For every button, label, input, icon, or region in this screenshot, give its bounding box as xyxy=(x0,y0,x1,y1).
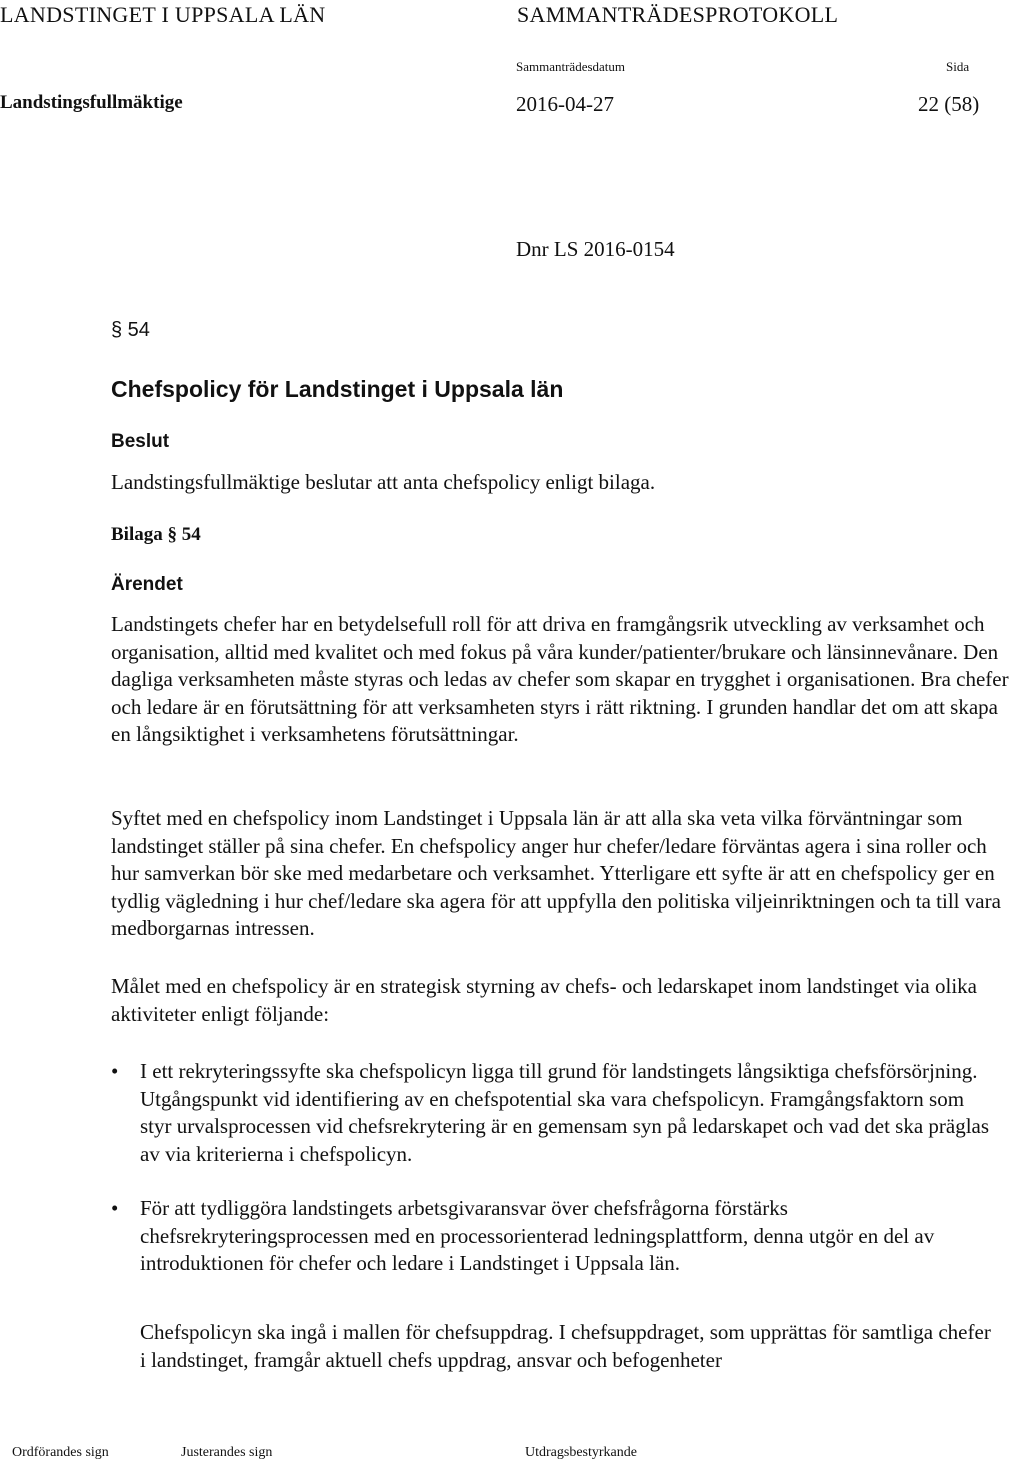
bullet-icon: • xyxy=(111,1196,119,1220)
list-item-text: För att tydliggöra landstingets arbetsgivaransvar över chefsfrågorna förstärks chefsrekryteringsprocessen med en processorienterad ledningsplattform, denna utgör en del av introduktionen för chefer och ledare i Landstinget i Uppsala län. xyxy=(140,1196,935,1275)
paragraph-goal: Målet med en chefspolicy är en strategisk styrning av chefs- och ledarskapet inom landstinget via olika aktiviteter enligt följande: xyxy=(111,974,977,1026)
list-item xyxy=(111,1058,991,1168)
paragraph-continuation: Chefspolicyn ska ingå i mallen för chefsuppdrag. I chefsuppdraget, som upprättas för samtliga chefer i landstinget, framgår aktuell chefs uppdrag, ansvar och befogenheter xyxy=(140,1320,991,1372)
activity-list xyxy=(111,1058,991,1278)
org-name: LANDSTINGET I UPPSALA LÄN xyxy=(0,2,326,27)
adjuster-signature-label: Justerandes sign xyxy=(181,1445,273,1460)
meeting-date: 2016-04-27 xyxy=(516,92,614,116)
arendet-heading: Ärendet xyxy=(111,574,183,595)
paragraph-background: Landstingets chefer har en betydelsefull roll för att driva en framgångsrik utveckling av verksamhet och organisation, alltid med kvalitet och med fokus på våra kunder/patienter/brukare och länsinnevånare. Den dagliga verksamheten måste styras och ledas av chefer som skapar en trygghet i organisationen. Bra chefer och ledare är en förutsättning för att verksamheten styrs i rätt riktning. I grunden handlar det om att skapa en långsiktighet i verksamhetens förutsättningar. xyxy=(111,612,1009,746)
body-name: Landstingsfullmäktige xyxy=(0,92,183,113)
beslut-heading: Beslut xyxy=(111,431,170,452)
page-label: Sida xyxy=(946,59,970,74)
chair-signature-label: Ordförandes sign xyxy=(12,1445,109,1460)
page-number: 22 (58) xyxy=(918,92,980,116)
date-label: Sammanträdesdatum xyxy=(516,59,626,74)
extract-certification-label: Utdragsbestyrkande xyxy=(525,1445,637,1460)
page-title: Chefspolicy för Landstinget i Uppsala län xyxy=(111,376,564,402)
document-type: SAMMANTRÄDESPROTOKOLL xyxy=(517,2,839,27)
section-number: § 54 xyxy=(111,319,150,341)
beslut-text: Landstingsfullmäktige beslutar att anta chefspolicy enligt bilaga. xyxy=(111,470,656,494)
case-number: Dnr LS 2016-0154 xyxy=(516,237,675,261)
bullet-icon: • xyxy=(111,1059,119,1083)
attachment-reference: Bilaga § 54 xyxy=(111,524,201,545)
list-item-text: I ett rekryteringssyfte ska chefspolicyn ligga till grund för landstingets långsiktiga chefsförsörjning. Utgångspunkt vid identifiering av en chefspotential ska vara chefspolicyn. Framgångsfaktorn som styr urvalsprocessen vid chefsrekrytering är en gemensam syn på ledarskapet och vad det ska präglas av via kriterierna i chefspolicyn. xyxy=(140,1059,990,1166)
list-item xyxy=(111,1195,991,1278)
paragraph-purpose: Syftet med en chefspolicy inom Landstinget i Uppsala län är att alla ska veta vilka förväntningar som landstinget ställer på sina chefer. En chefspolicy anger hur chefer/ledare förväntas agera i sina roller och hur samverkan bör ske med medarbetare och verksamhet. Ytterligare ett syfte är att en chefspolicy ger en tydlig vägledning i hur chef/ledare ska agera för att uppfylla den politiska viljeinriktningen och ta till vara medborgarnas intressen. xyxy=(111,806,1001,940)
